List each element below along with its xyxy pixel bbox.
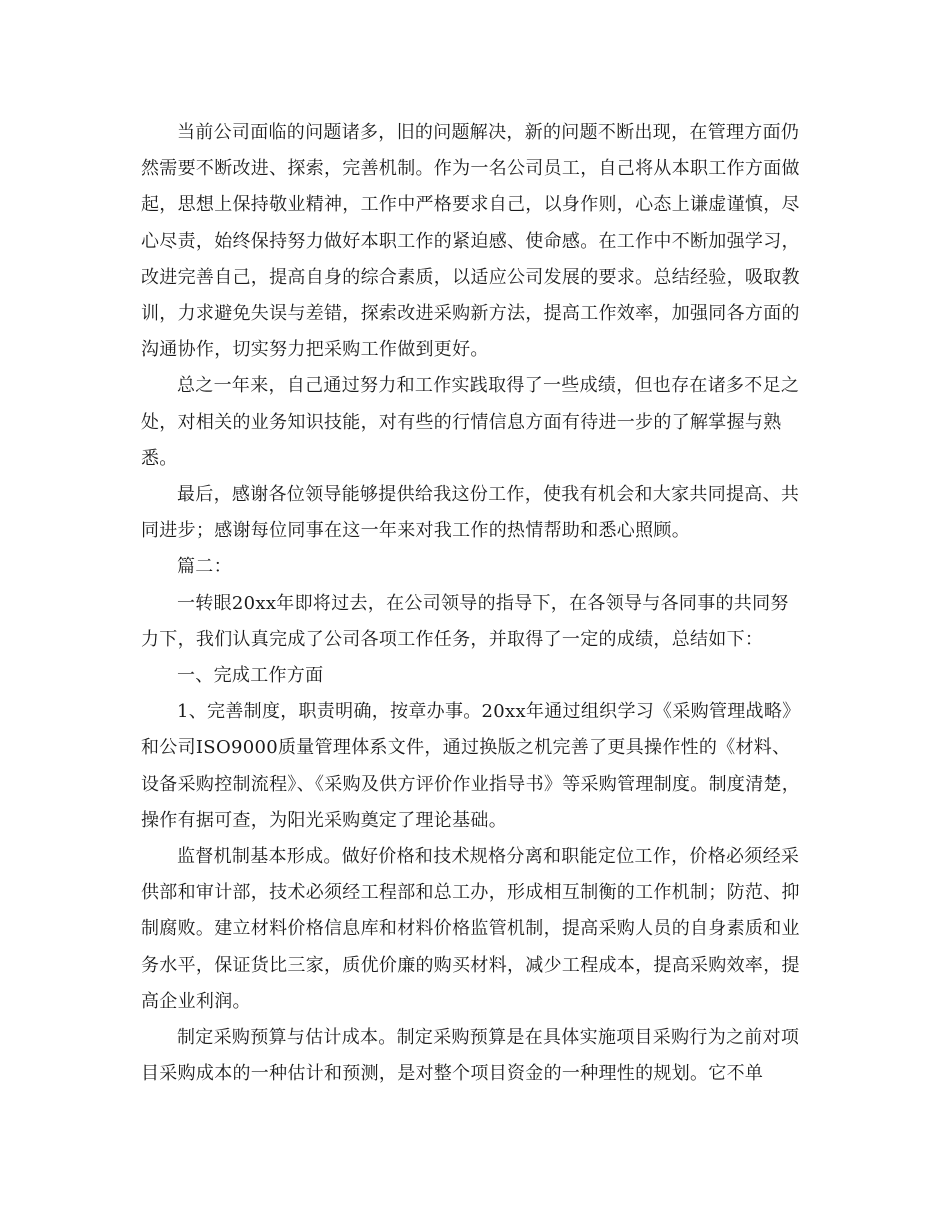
paragraph-budget: 制定采购预算与估计成本。制定采购预算是在具体实施项目采购行为之前对项目采购成本的一种估计和预测，是对整个项目资金的一种理性的规划。它不单 (141, 1027, 800, 1085)
section-heading-part-two: 篇二： (177, 556, 232, 578)
paragraph-improvement: 当前公司面临的问题诸多，旧的问题解决，新的问题不断出现，在管理方面仍然需要不断改进、探索，完善机制。作为一名公司员工，自己将从本职工作方面做起，思想上保持敬业精神，工作中严格要求自己，以身作则，心态上谦虚谨慎，尽心尽责，始终保持努力做好本职工作的紧迫感、使命感。在工作中不断加强学习，改进完善自己，提高自身的综合素质，以适应公司发展的要求。总结经验，吸取教训，力求避免失误与差错，探索改进采购新方法，提高工作效率，加强同各方面的沟通协作，切实努力把采购工作做到更好。 (141, 122, 800, 361)
paragraph-intro: 一转眼20xx年即将过去，在公司领导的指导下，在各领导与各同事的共同努力下，我们认真完成了公司各项工作任务，并取得了一定的成绩，总结如下： (141, 592, 789, 650)
paragraph-thanks: 最后，感谢各位领导能够提供给我这份工作，使我有机会和大家共同提高、共同进步；感谢每位同事在这一年来对我工作的热情帮助和悉心照顾。 (141, 484, 800, 542)
section-heading-work-completed: 一、完成工作方面 (177, 665, 324, 687)
paragraph-summary: 总之一年来，自己通过努力和工作实践取得了一些成绩，但也存在诸多不足之处，对相关的业务知识技能，对有些的行情信息方面有待进一步的了解掌握与熟悉。 (141, 375, 800, 469)
document-body (141, 115, 801, 1092)
paragraph-supervision: 监督机制基本形成。做好价格和技术规格分离和职能定位工作，价格必须经采供部和审计部，技术必须经工程部和总工办，形成相互制衡的工作机制；防范、抑制腐败。建立材料价格信息库和材料价格监管机制，提高采购人员的自身素质和业务水平，保证货比三家，质优价廉的购买材料，减少工程成本，提高采购效率，提高企业利润。 (141, 846, 800, 1012)
paragraph-system-improvement: 1、完善制度，职责明确，按章办事。20xx年通过组织学习《采购管理战略》和公司ISO9000质量管理体系文件，通过换版之机完善了更具操作性的《材料、设备采购控制流程》、《采购及供方评价作业指导书》等采购管理制度。制度清楚，操作有据可查，为阳光采购奠定了理论基础。 (141, 701, 801, 831)
